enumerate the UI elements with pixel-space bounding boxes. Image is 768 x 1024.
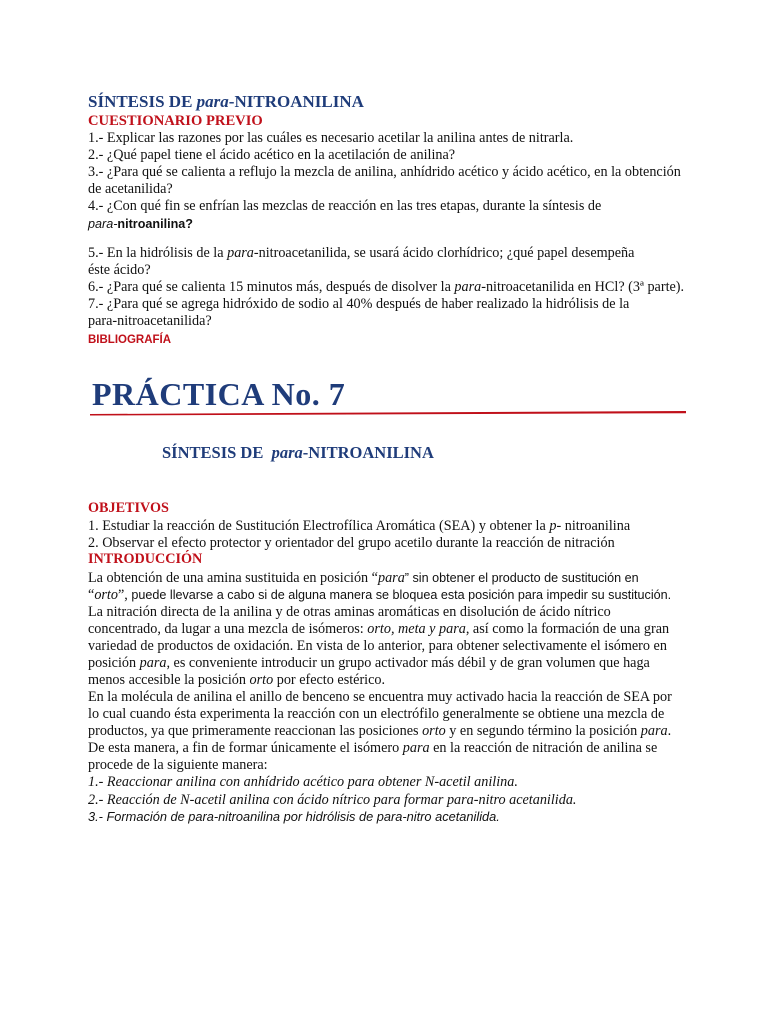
intro-line-5: variedad de productos de oxidación. En vista de lo anterior, para obtener selectivamente el isómero en <box>88 638 667 654</box>
l6-pre: posición <box>88 655 140 671</box>
l10-italic: orto <box>422 723 446 739</box>
l2-pre: “ <box>88 587 95 603</box>
intro-line-4 <box>88 621 669 637</box>
q5-post: -nitroacetanilida, se usará ácido clorhídrico; ¿qué papel desempeña <box>253 245 635 261</box>
l10-pre: productos, ya que primeramente reaccionan las posiciones <box>88 723 423 739</box>
o1-italic: p- <box>549 518 562 534</box>
title-suffix: -NITROANILINA <box>228 92 364 111</box>
o1-post: nitroanilina <box>561 518 631 534</box>
cuestionario-heading: CUESTIONARIO PREVIO <box>88 113 263 129</box>
subtitle-prefix: SÍNTESIS DE <box>162 443 272 462</box>
l2-sans: puede llevarse a cabo si de alguna manera se bloquea esta posición para impedir su sustitución. <box>131 588 672 602</box>
l4-italic: orto, meta y para <box>367 621 466 637</box>
practica-subtitle <box>162 443 434 463</box>
l4-pre: concentrado, da lugar a una mezcla de isómeros: <box>88 621 368 637</box>
intro-line-6 <box>88 655 650 671</box>
question-5-line-2: éste ácido? <box>88 262 151 278</box>
title-underline <box>90 410 686 416</box>
l1-pre: La obtención de una amina sustituida en posición “ <box>88 570 378 586</box>
o1-pre: 1. Estudiar la reacción de Sustitución Electrofílica Aromática (SEA) y obtener la <box>88 518 550 534</box>
l10-post: . <box>667 723 672 739</box>
l10-mid: y en segundo término la posición <box>445 723 641 739</box>
q6-italic: para <box>454 279 482 295</box>
intro-line-11 <box>88 740 657 756</box>
question-7-line-1: 7.- ¿Para qué se agrega hidróxido de sodio al 40% después de haber realizado la hidrólisis de la <box>88 296 630 312</box>
l2-italic: orto <box>94 587 118 603</box>
question-1: 1.- Explicar las razones por las cuáles es necesario acetilar la anilina antes de nitrarla. <box>88 130 574 146</box>
step-1: 1.- Reaccionar anilina con anhídrido acético para obtener N-acetil anilina. <box>88 774 518 790</box>
step-3: 3.- Formación de para-nitroanilina por hidrólisis de para-nitro acetanilida. <box>88 809 500 824</box>
q5-italic: para <box>227 245 254 261</box>
practica-title: PRÁCTICA No. 7 <box>92 376 346 412</box>
l11-pre: De esta manera, a fin de formar únicamente el isómero <box>88 740 403 756</box>
intro-line-8: En la molécula de anilina el anillo de benceno se encuentra muy activado hacia la reacción de SEA por <box>88 689 672 705</box>
l6-post: , es conveniente introducir un grupo activador más débil y de gran volumen que haga <box>166 655 650 671</box>
intro-line-12: procede de la siguiente manera: <box>88 757 268 773</box>
question-7-line-2: para-nitroacetanilida? <box>88 313 212 329</box>
q5-pre: 5.- En la hidrólisis de la <box>88 245 228 261</box>
intro-line-1 <box>88 570 639 586</box>
l7-pre: menos accesible la posición <box>88 672 250 688</box>
question-3-line-1: 3.- ¿Para qué se calienta a reflujo la mezcla de anilina, anhídrido acético y ácido acético, en la obtención <box>88 164 681 180</box>
question-2: 2.- ¿Qué papel tiene el ácido acético en la acetilación de anilina? <box>88 147 456 163</box>
intro-line-10 <box>88 723 671 739</box>
l7-italic: orto <box>249 672 274 688</box>
intro-line-2 <box>88 587 671 603</box>
intro-line-7 <box>88 672 385 688</box>
title-prefix: SÍNTESIS DE <box>88 92 197 111</box>
l1-italic: para <box>377 570 405 586</box>
question-4-line-1: 4.- ¿Con qué fin se enfrían las mezclas de reacción en las tres etapas, durante la síntesis de <box>88 198 602 214</box>
objetivos-heading: OBJETIVOS <box>88 500 169 516</box>
l2-mid: ”, <box>117 587 132 603</box>
question-3-line-2: de acetanilida? <box>88 181 173 197</box>
l11-post: en la reacción de nitración de anilina se <box>429 740 658 756</box>
intro-line-9: lo cual cuando ésta experimenta la reacción con un electrófilo generalmente se obtiene una mezcla de <box>88 706 665 722</box>
q4-bold: nitroanilina? <box>117 217 193 231</box>
subtitle-italic: para <box>271 443 303 462</box>
l10-italic-2: para <box>640 723 668 739</box>
subtitle-suffix: -NITROANILINA <box>302 443 434 462</box>
introduccion-heading: INTRODUCCIÓN <box>88 551 203 567</box>
step-2: 2.- Reacción de N-acetil anilina con ácido nítrico para formar para-nitro acetanilida. <box>88 792 577 808</box>
objetivo-1 <box>88 518 630 534</box>
intro-line-3: La nitración directa de la anilina y de otras aminas aromáticas en disolución de ácido nítrico <box>88 604 611 620</box>
bibliografia-heading: BIBLIOGRAFÍA <box>88 334 172 346</box>
title-italic: para <box>196 92 229 111</box>
l1-post: ” sin obtener el producto de sustitución en <box>404 571 639 585</box>
l11-italic: para <box>402 740 430 756</box>
l7-post: por efecto estérico. <box>273 672 386 688</box>
question-4-line-2 <box>88 216 193 232</box>
q4-italic: para- <box>88 217 118 231</box>
q6-pre: 6.- ¿Para qué se calienta 15 minutos más, después de disolver la <box>88 279 455 295</box>
q6-post: -nitroacetanilida en HCl? (3ª parte). <box>481 279 685 295</box>
l6-italic: para <box>139 655 167 671</box>
objetivo-2: 2. Observar el efecto protector y orientador del grupo acetilo durante la reacción de nitración <box>88 535 615 551</box>
section-title <box>88 92 364 112</box>
question-5-line-1 <box>88 245 634 261</box>
question-6 <box>88 279 684 295</box>
l4-post: , así como la formación de una gran <box>465 621 670 637</box>
